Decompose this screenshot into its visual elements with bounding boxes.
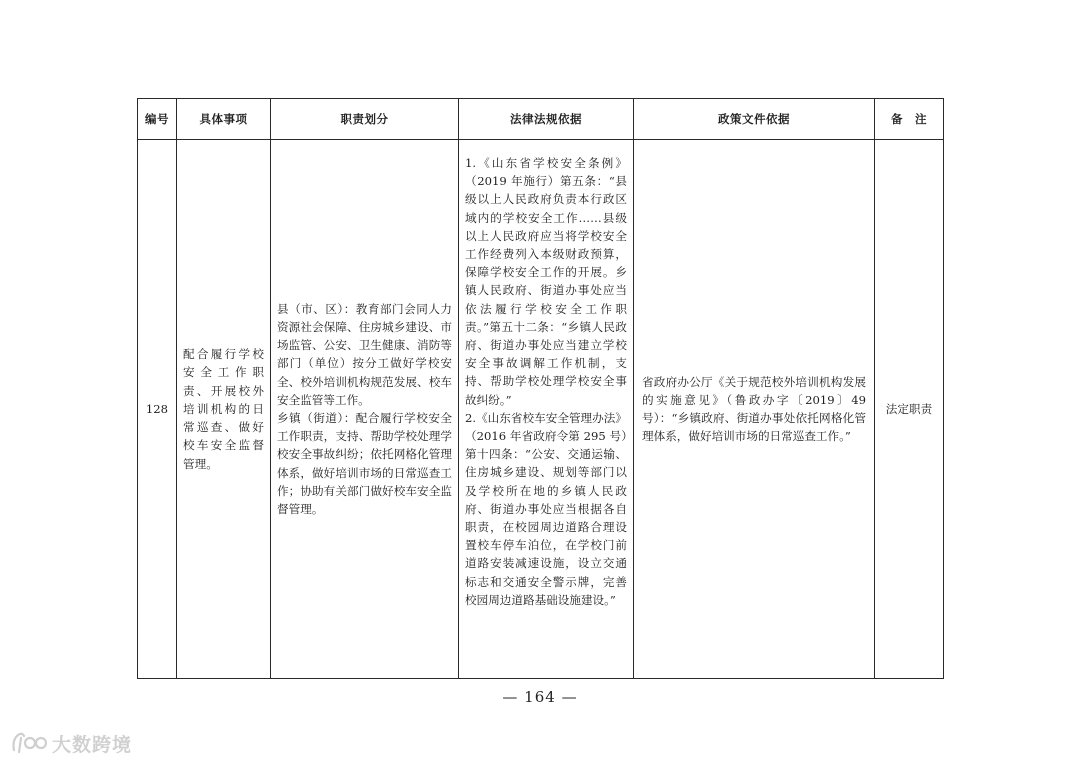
cell-no: 128 — [138, 140, 177, 679]
table-header-row — [138, 99, 944, 140]
table-row — [138, 140, 944, 679]
duty-county: 县（市、区）：教育部门会同人力资源社会保障、住房城乡建设、市场监管、公安、卫生健康、消防等部门（单位）按分工做好学校安全、校外培训机构规范发展、校车安全监管等工作。 — [277, 301, 452, 407]
cell-note: 法定职责 — [875, 140, 944, 679]
duty-table — [137, 98, 944, 679]
cell-matter: 配合履行学校安全工作职责、开展校外培训机构的日常巡查、做好校车安全监督管理。 — [177, 140, 271, 679]
header-no: 编号 — [138, 99, 177, 140]
duty-township: 乡镇（街道）：配合履行学校安全工作职责，支持、帮助学校处理学校安全事故纠纷；依托网格化管理体系，做好培训市场的日常巡查工作；协助有关部门做好校车安全监督管理。 — [277, 411, 452, 517]
law-item-1: 1.《山东省学校安全条例》（2019 年施行）第五条：“县级以上人民政府负责本行政区域内的学校安全工作……县级以上人民政府应当将学校安全工作经费列入本级财政预算，保障学校安全工作的开展。乡镇人民政府、街道办事处应当依法履行学校安全工作职责。”第五十二条：“乡镇人民政府、街道办事处应当建立学校安全事故调解工作机制，支持、帮助学校处理学校安全事故纠纷。” — [465, 156, 627, 407]
cell-law — [459, 140, 634, 679]
cell-policy: 省政府办公厅《关于规范校外培训机构发展的实施意见》（鲁政办字〔2019〕49 号）：“乡镇政府、街道办事处依托网格化管理体系，做好培训市场的日常巡查工作。” — [634, 140, 875, 679]
header-note: 备 注 — [875, 99, 944, 140]
watermark-text: 大数跨境 — [52, 733, 133, 756]
law-item-2: 2.《山东省校车安全管理办法》（2016 年省政府令第 295 号）第十四条：“公安、交通运输、住房城乡建设、规划等部门以及学校所在地的乡镇人民政府、街道办事处应当根据各自职责，在校园周边道路合理设置校车停车泊位，在学校门前道路安装减速设施，设立交通标志和交通安全警示牌，完善校园周边道路基础设施建设。” — [465, 410, 627, 607]
page-number: — 164 — — [502, 688, 578, 706]
header-law: 法律法规依据 — [459, 99, 634, 140]
watermark — [10, 729, 132, 757]
dashuju-logo-icon — [10, 730, 48, 756]
header-policy: 政策文件依据 — [634, 99, 875, 140]
header-matter: 具体事项 — [177, 99, 271, 140]
header-duty: 职责划分 — [271, 99, 459, 140]
cell-duty — [271, 140, 459, 679]
